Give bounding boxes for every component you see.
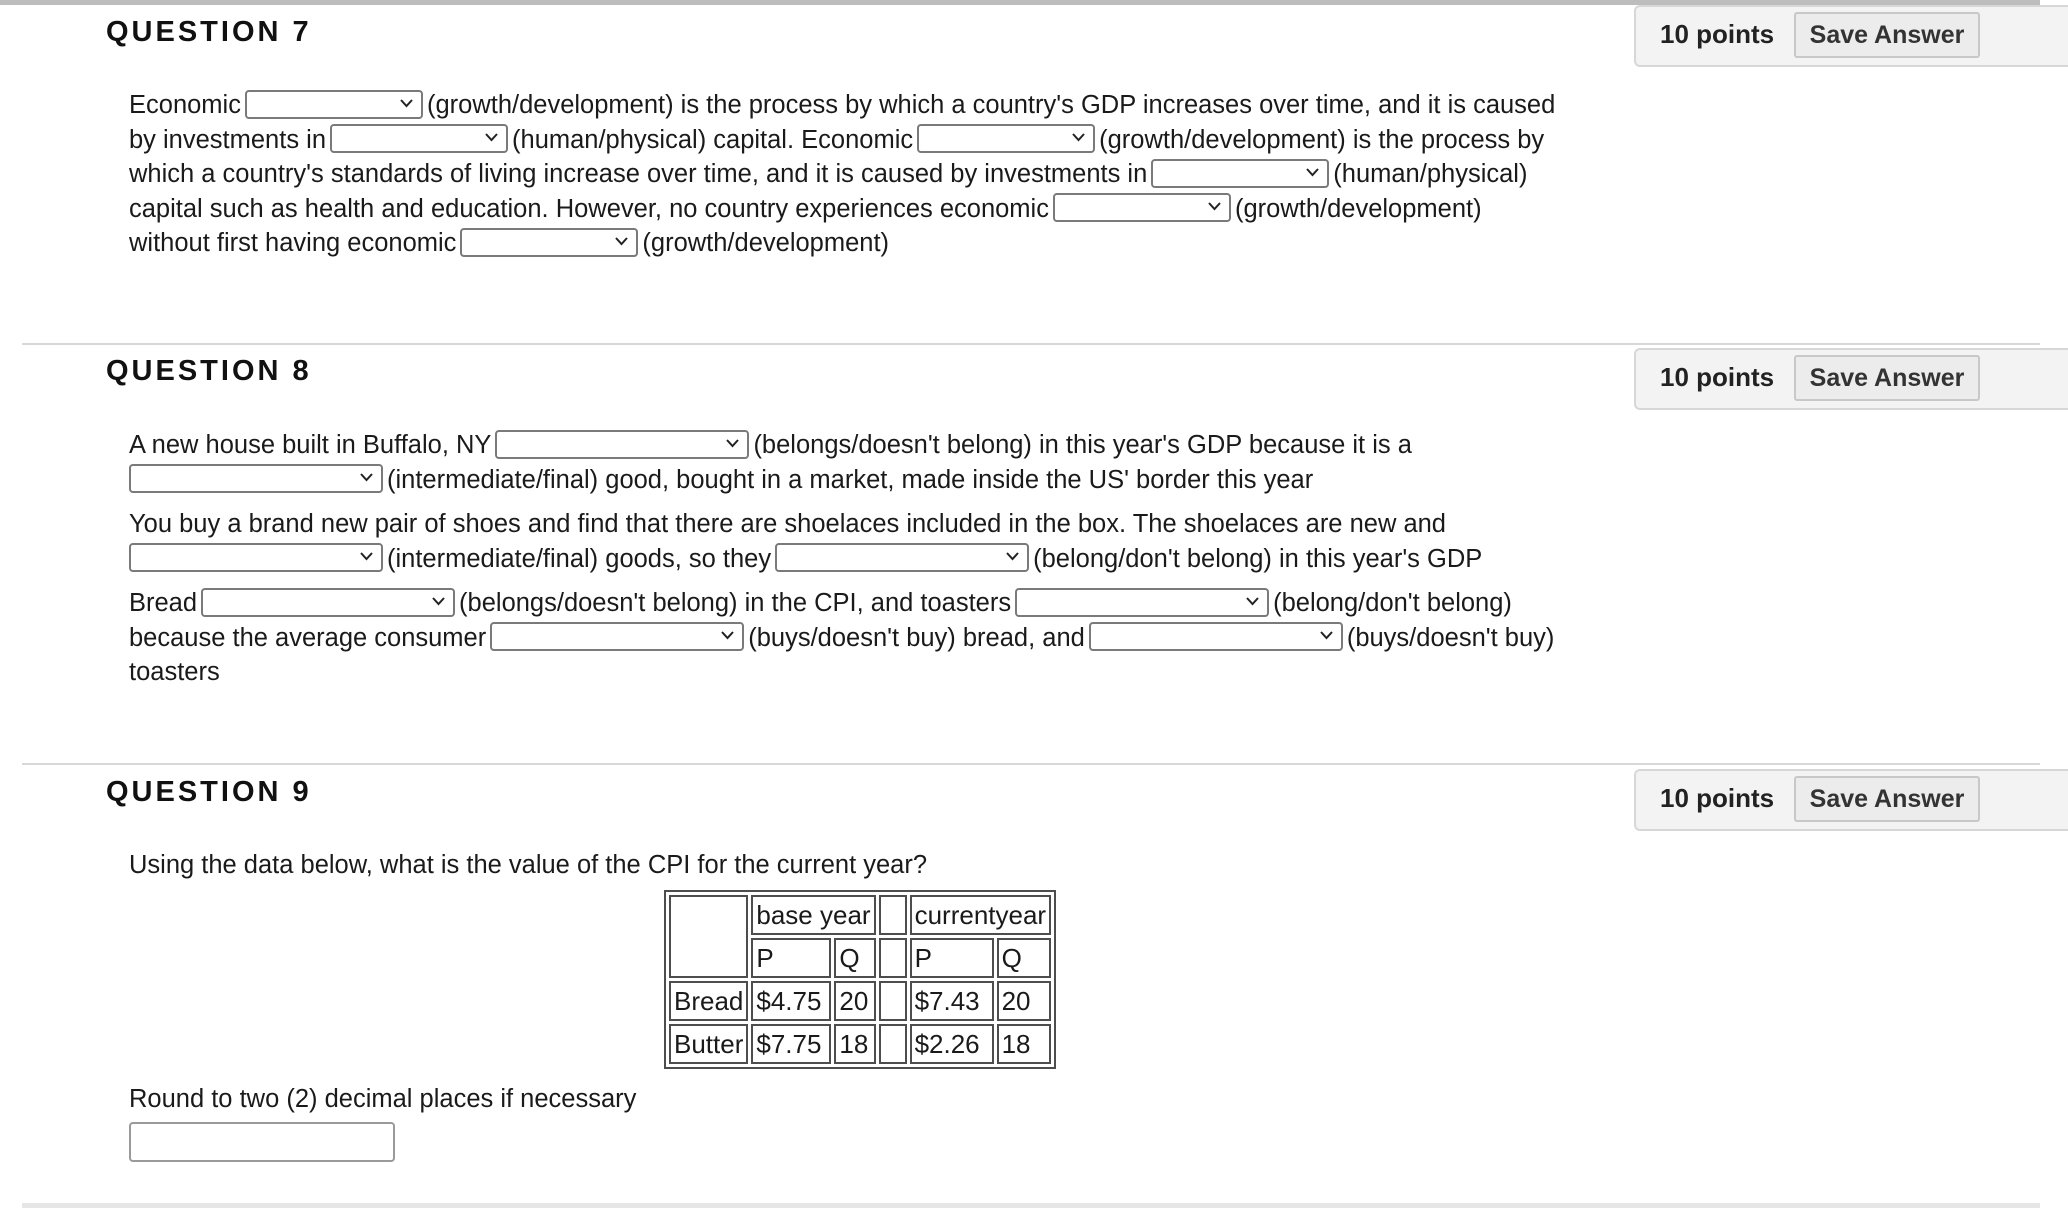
chevron-down-icon [485,128,498,146]
q7-dropdown-5[interactable] [1053,193,1231,222]
table-cell: Q [834,938,875,978]
q7-text: (human/physical) [1333,160,1528,188]
chevron-down-icon [1246,592,1259,610]
q7-text: (human/physical) capital. Economic [512,125,914,154]
table-cell: P [751,938,831,978]
table-header-row [669,895,1051,935]
q7-dropdown-6[interactable] [460,228,638,257]
table-cell: currentyear [910,895,1052,935]
table-cell: $4.75 [751,981,831,1021]
q7-dropdown-3[interactable] [917,124,1095,153]
q8-dropdown-1[interactable] [495,430,749,459]
q7-text: (growth/development) [642,229,890,257]
question-7-points: 10 points [1660,19,1775,49]
q7-text: by investments in [129,125,327,154]
table-cell: base year [751,895,875,935]
q8-text: (intermediate/final) goods, so they [387,544,772,573]
table-cell [879,895,907,935]
question-divider [22,343,2040,345]
q8-dropdown-2[interactable] [129,464,383,493]
q8-dropdown-3[interactable] [129,543,383,572]
q8-text: (belong/don't belong) in this year's GDP [1033,544,1483,573]
table-cell: 18 [997,1024,1052,1064]
bottom-divider [22,1203,2040,1208]
chevron-down-icon [360,468,373,486]
q7-text: without first having economic [129,229,457,257]
q8-text: (belong/don't belong) [1273,589,1512,617]
chevron-down-icon [1208,197,1221,215]
question-9-title: QUESTION 9 [106,776,312,808]
table-cell: 18 [834,1024,875,1064]
chevron-down-icon [726,434,739,452]
table-row [669,1024,1051,1064]
table-cell: Q [997,938,1052,978]
table-cell [879,1024,907,1064]
table-cell: $2.26 [910,1024,994,1064]
q7-text: Economic [129,91,241,119]
q8-dropdown-8[interactable] [1089,622,1343,651]
q8-text: (buys/doesn't buy) [1346,623,1555,652]
question-7-sidebar [1634,5,2068,67]
q7-text: which a country's standards of living increase over time, and it is caused by investments in [129,160,1148,188]
q8-text: (buys/doesn't buy) bread, and [748,623,1085,652]
table-cell [669,895,748,978]
question-9-save-button[interactable]: Save Answer [1794,776,1980,822]
q8-dropdown-5[interactable] [201,588,455,617]
question-7-title: QUESTION 7 [106,16,312,48]
table-cell [879,981,907,1021]
q8-dropdown-4[interactable] [775,543,1029,572]
table-row [669,981,1051,1021]
q7-dropdown-2[interactable] [330,124,508,153]
q8-text: toasters [129,658,220,686]
chevron-down-icon [1006,547,1019,565]
chevron-down-icon [432,592,445,610]
question-8-title: QUESTION 8 [106,355,312,387]
chevron-down-icon [615,232,628,250]
table-cell: Bread [669,981,748,1021]
question-8-save-button[interactable]: Save Answer [1794,355,1980,401]
table-cell: Butter [669,1024,748,1064]
question-divider [22,763,2040,765]
question-7-save-button[interactable]: Save Answer [1794,12,1980,58]
q8-text: (intermediate/final) good, bought in a market, made inside the US' border this year [387,465,1314,494]
q8-text: Bread [129,589,198,617]
q8-dropdown-6[interactable] [1015,588,1269,617]
q8-text: A new house built in Buffalo, NY [129,431,492,459]
chevron-down-icon [400,94,413,112]
q7-text: (growth/development) is the process by [1099,125,1545,154]
q8-text: because the average consumer [129,623,487,652]
chevron-down-icon [1306,163,1319,181]
question-8-sidebar [1634,348,2068,410]
q8-text: You buy a brand new pair of shoes and find that there are shoelaces included in the box. The shoelaces are new and [129,510,1446,538]
q8-text: (belongs/doesn't belong) in the CPI, and toasters [459,589,1012,617]
cpi-data-table [664,890,1056,1069]
chevron-down-icon [1072,128,1085,146]
table-cell: $7.75 [751,1024,831,1064]
q7-text: capital such as health and education. However, no country experiences economic [129,194,1049,223]
chevron-down-icon [1320,626,1333,644]
table-cell: 20 [834,981,875,1021]
question-9-answer-input[interactable] [129,1122,395,1162]
table-cell: $7.43 [910,981,994,1021]
q7-text: (growth/development) is the process by which a country's GDP increases over time, and it is caused [426,91,1556,119]
question-9-prompt: Using the data below, what is the value of the CPI for the current year? [129,851,928,879]
table-cell: P [910,938,994,978]
chevron-down-icon [721,626,734,644]
question-9-round-note: Round to two (2) decimal places if necessary [129,1085,637,1113]
table-cell: 20 [997,981,1052,1021]
q8-dropdown-7[interactable] [490,622,744,651]
question-9-points: 10 points [1660,783,1775,813]
chevron-down-icon [360,547,373,565]
table-cell [879,938,907,978]
q7-dropdown-1[interactable] [245,90,423,119]
question-9-sidebar [1634,769,2068,831]
question-7-body [129,88,1629,261]
q8-text: (belongs/doesn't belong) in this year's GDP because it is a [753,431,1412,459]
question-8-body [129,428,1629,690]
q7-text: (growth/development) [1234,194,1482,223]
question-8-points: 10 points [1660,362,1775,392]
q7-dropdown-4[interactable] [1151,159,1329,188]
